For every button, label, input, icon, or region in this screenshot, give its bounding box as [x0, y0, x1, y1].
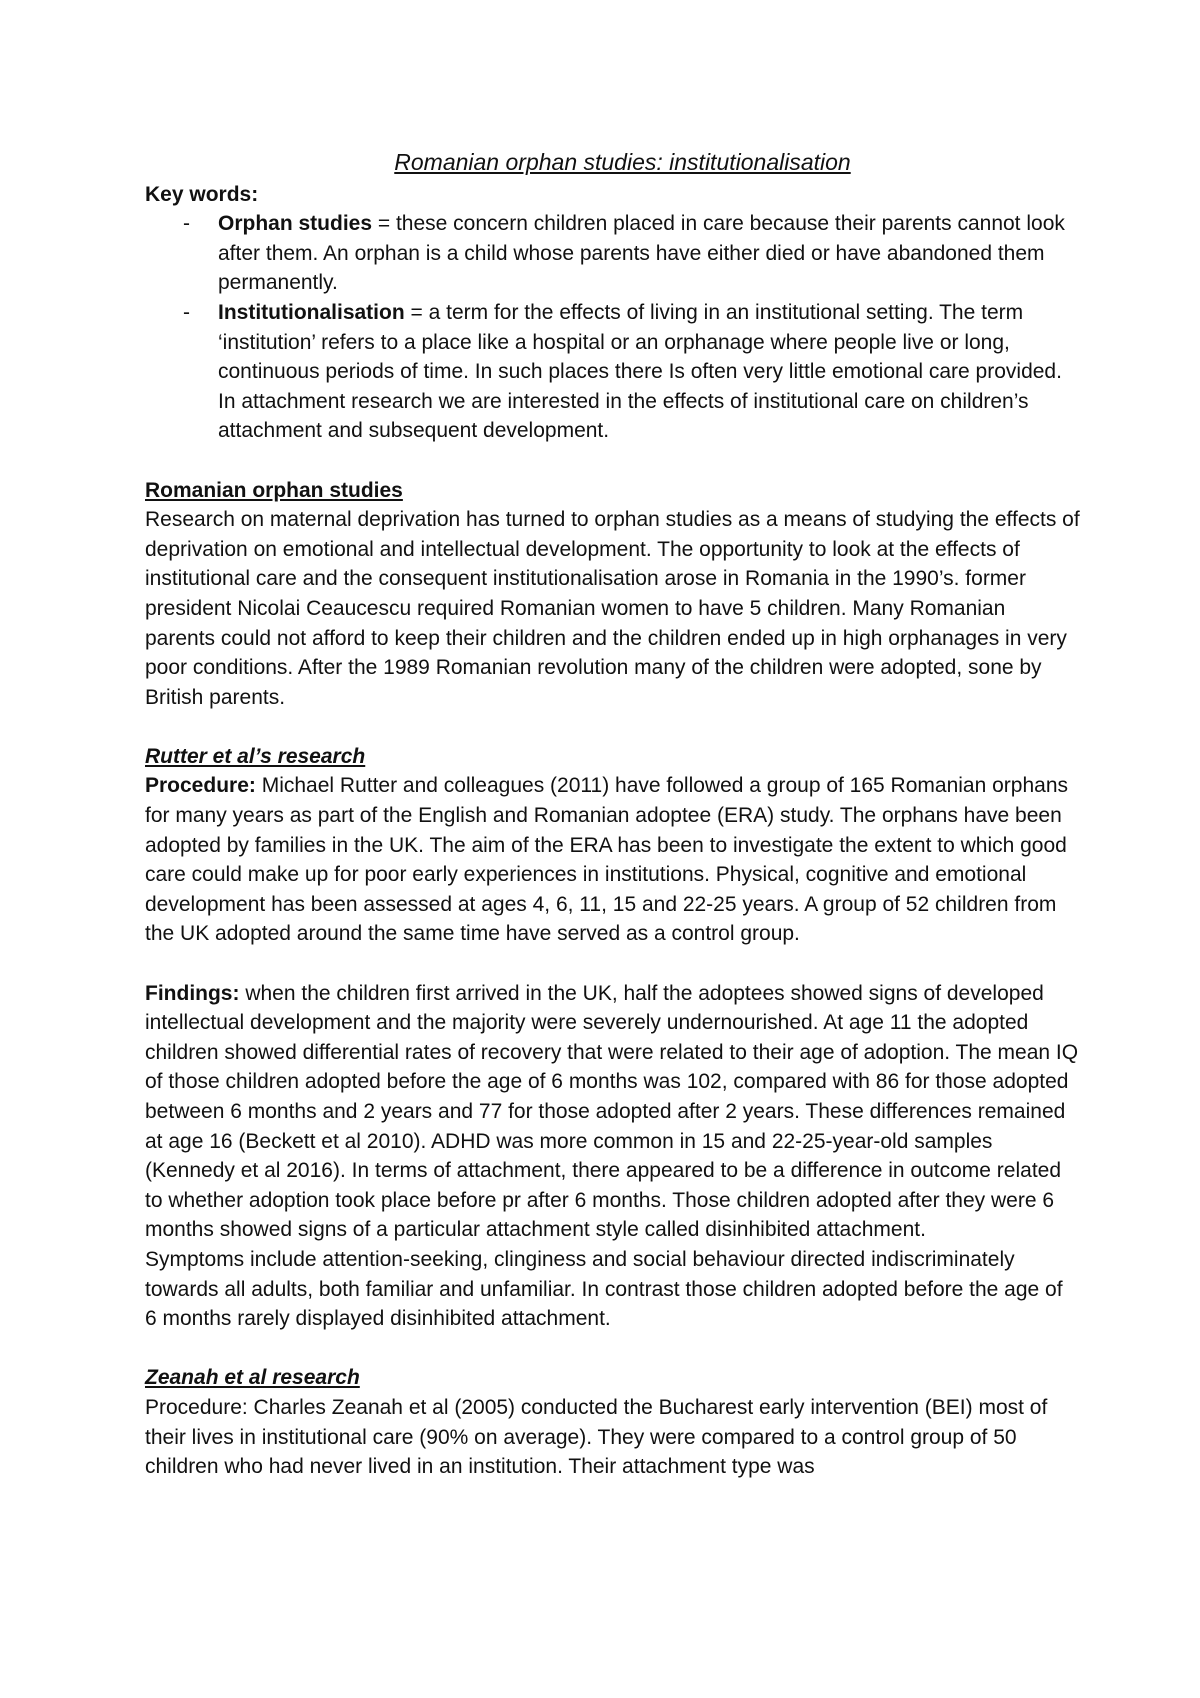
- key-word-term: Institutionalisation: [218, 300, 405, 324]
- key-word-item: [145, 209, 1080, 298]
- list-dash: -: [183, 300, 190, 324]
- key-word-term: Orphan studies: [218, 212, 373, 236]
- rutter-procedure-paragraph: [145, 771, 1080, 949]
- key-words-list: [145, 209, 1080, 446]
- zeanah-section-heading: Zeanah et al research: [145, 1366, 360, 1390]
- key-word-definition: = a term for the effects of living in an institutional setting. The term ‘institution’ refers to a place like a hospital or an orphanage where people live or long, continuous periods of time. In such places there Is often very little emotional care provided. In attachment research we are interested in the effects of institutional care on children’s attachment and subsequent development.: [218, 300, 1062, 443]
- romanian-section-body: Research on maternal deprivation has turned to orphan studies as a means of studying the effects of deprivation on emotional and intellectual development. The opportunity to look at the effects of institutional care and the consequent institutionalisation arose in Romania in the 1990’s. former president Nicolai Ceaucescu required Romanian women to have 5 children. Many Romanian parents could not afford to keep their children and the children ended up in high orphanages in very poor conditions. After the 1989 Romanian revolution many of the children were adopted, sone by British parents.: [145, 508, 1080, 709]
- rutter-section-heading: Rutter et al’s research: [145, 744, 366, 768]
- rutter-symptoms-paragraph: Symptoms include attention-seeking, clinginess and social behaviour directed indiscriminately towards all adults, both familiar and unfamiliar. In contrast those children adopted before the age of 6 months rarely displayed disinhibited attachment.: [145, 1247, 1063, 1331]
- document-title: Romanian orphan studies: institutionalisation: [394, 149, 851, 175]
- findings-text: when the children first arrived in the UK, half the adoptees showed signs of developed intellectual development and the majority were severely undernourished. At age 11 the adopted children showed differential rates of recovery that were related to their age of adoption. The mean IQ of those children adopted before the age of 6 months was 102, compared with 86 for those adopted between 6 months and 2 years and 77 for those adopted after 2 years. These differences remained at age 16 (Beckett et al 2010). ADHD was more common in 15 and 22-25-year-old samples (Kennedy et al 2016). In terms of attachment, there appeared to be a difference in outcome related to whether adoption took place before pr after 6 months. Those children adopted after they were 6 months showed signs of a particular attachment style called disinhibited attachment.: [145, 981, 1079, 1242]
- zeanah-procedure-paragraph: Procedure: Charles Zeanah et al (2005) conducted the Bucharest early intervention (BEI) most of their lives in institutional care (90% on average). They were compared to a control group of 50 children who had never lived in an institution. Their attachment type was: [145, 1395, 1048, 1479]
- procedure-text: Michael Rutter and colleagues (2011) have followed a group of 165 Romanian orphans for many years as part of the English and Romanian adoptee (ERA) study. The orphans have been adopted by families in the UK. The aim of the ERA has been to investigate the extent to which good care could make up for poor early experiences in institutions. Physical, cognitive and emotional development has been assessed at ages 4, 6, 11, 15 and 22-25 years. A group of 52 children from the UK adopted around the same time have served as a control group.: [145, 774, 1068, 946]
- rutter-findings-paragraph: [145, 979, 1080, 1245]
- key-word-item: [145, 298, 1080, 446]
- findings-label: Findings:: [145, 981, 240, 1005]
- list-dash: -: [183, 212, 190, 236]
- key-word-definition: = these concern children placed in care because their parents cannot look after them. An orphan is a child whose parents have either died or have abandoned them permanently.: [218, 212, 1065, 295]
- procedure-label: Procedure:: [145, 774, 256, 798]
- key-words-heading: Key words:: [145, 182, 259, 206]
- romanian-section-heading: Romanian orphan studies: [145, 478, 403, 502]
